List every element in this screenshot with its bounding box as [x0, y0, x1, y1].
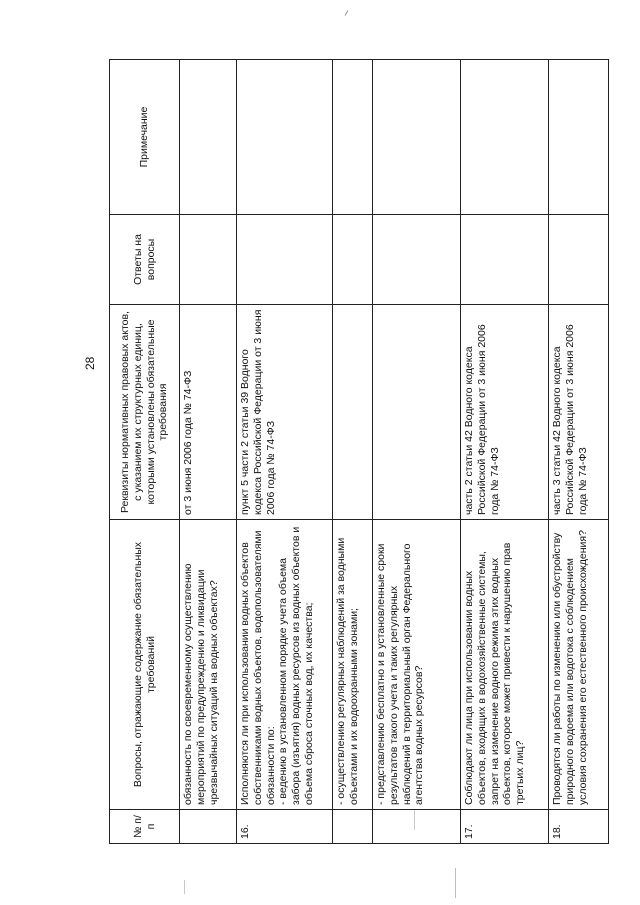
- header-answers: Ответы на вопросы: [110, 215, 180, 305]
- header-num: № п/п: [110, 810, 180, 844]
- table-header-row: [110, 60, 180, 844]
- row-question: Исполняются ли при использовании водных объектов собственниками водных объектов, водопользователями обязанности по: - ведению в установленном порядке учета объема забора (изъятия) водных ресурсов из водных объектов и объема сброса сточных вод, их качества;: [237, 520, 333, 810]
- table-row: [461, 60, 549, 844]
- scan-speck: [455, 868, 456, 898]
- header-question: Вопросы, отражающие содержание обязательных требований: [110, 520, 180, 810]
- row-num: 18.: [549, 810, 609, 844]
- row-note: [180, 60, 237, 215]
- row-num: 17.: [461, 810, 549, 844]
- row-num: [333, 810, 373, 844]
- row-num: [180, 810, 237, 844]
- row-note: [333, 60, 373, 215]
- row-question: - осуществлению регулярных наблюдений за водными объектами и их водоохранными зонами;: [333, 520, 373, 810]
- row-requisites: [333, 305, 373, 520]
- row-question: Проводятся ли работы по изменению или обустройству природного водоема или водотока с соблюдением условия сохранения его естественного происхождения?: [549, 520, 609, 810]
- row-num: 16.: [237, 810, 333, 844]
- rotated-table-sheet: [109, 60, 587, 844]
- scan-speck: [414, 810, 415, 830]
- table-row: [333, 60, 373, 844]
- row-answers: [461, 215, 549, 305]
- row-note: [549, 60, 609, 215]
- row-requisites: часть 3 статьи 42 Водного кодекса Российской Федерации от 3 июня 2006 года № 74-ФЗ: [549, 305, 609, 520]
- table-row: [549, 60, 609, 844]
- header-requisites: Реквизиты нормативных правовых актов, с указанием их структурных единиц, которыми установлены обязательные требования: [110, 305, 180, 520]
- row-requisites: [373, 305, 461, 520]
- row-answers: [180, 215, 237, 305]
- row-num: [373, 810, 461, 844]
- requirements-table: [109, 59, 609, 844]
- scan-speck: [345, 10, 349, 16]
- row-question: Соблюдают ли лица при использовании водных объектов, входящих в водохозяйственные системы, запрет на изменение водного режима этих водных объектов, которое может привести к нарушению прав третьих лиц?: [461, 520, 549, 810]
- row-requisites: часть 2 статьи 42 Водного кодекса Российской Федерации от 3 июня 2006 года № 74-ФЗ: [461, 305, 549, 520]
- table-row: [237, 60, 333, 844]
- row-requisites: от 3 июня 2006 года № 74-ФЗ: [180, 305, 237, 520]
- table-row: [373, 60, 461, 844]
- row-answers: [373, 215, 461, 305]
- row-note: [237, 60, 333, 215]
- row-answers: [549, 215, 609, 305]
- row-answers: [333, 215, 373, 305]
- table-row: [180, 60, 237, 844]
- row-note: [373, 60, 461, 215]
- row-requisites: пункт 5 части 2 статьи 39 Водного кодекса Российской Федерации от 3 июня 2006 года № 74-ФЗ: [237, 305, 333, 520]
- row-question: обязанность по своевременному осуществлению мероприятий по предупреждению и ликвидации чрезвычайных ситуаций на водных объектах?: [180, 520, 237, 810]
- row-question: - представлению бесплатно и в установленные сроки результатов такого учета и таких регулярных наблюдений в территориальный орган Федерального агентства водных ресурсов?: [373, 520, 461, 810]
- scan-speck: [184, 880, 185, 894]
- row-note: [461, 60, 549, 215]
- page-number: 28: [83, 356, 97, 370]
- row-answers: [237, 215, 333, 305]
- header-note: Примечание: [110, 60, 180, 215]
